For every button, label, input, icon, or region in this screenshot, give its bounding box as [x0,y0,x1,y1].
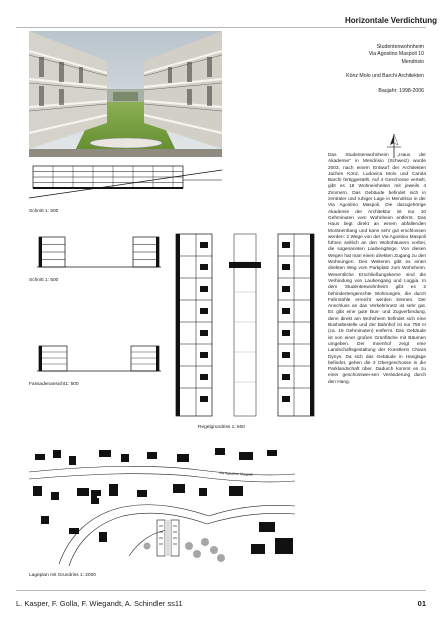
caption-section-2: Schnitt 1: 500 [29,278,59,283]
project-architects: Könz Molo und Barchi Architekten [346,73,424,80]
section-drawing-1 [29,158,222,206]
project-name: Studentenwohnheim [376,44,424,50]
caption-site-plan: Lageplan mit Grundriss 1: 2000 [29,573,96,578]
facade-drawing [37,343,161,373]
project-street: Via Agostino Maspoli 10 [368,51,424,58]
caption-facade: Fassadenansicht1: 500 [29,382,79,387]
section-title: Horizontale Verdichtung [345,16,438,25]
courtyard-photo [29,31,222,157]
spacer [346,66,424,73]
description-text: Das Studentenwohnheim „Haus der Akademie" in Mendrisio (Schweiz) wurde 2003, nach einem Entwurf der Architekten Jachen Könz, Ludovica Molo und Carola Barchi fertiggestellt. Auf 4 Geschosse verteilt, gibt es 18 Wohneinheiten mit jeweils 4 Zimmern. Das Gebäude befindet sich in zentraler und ruhiger Lage in Mendrisio in der Via Agostino Maspoli. Die dazugehörige Akademie der Architektur ist nur 10 Gehminuten vom Wohnheim entfernt. Das Haus liegt direkt an einem abfallenden Moränenhang und kann sehr gut erschlossen werden: 2 Wege von der Via Agostino Maspoli führen seitlich an den Wohnhäusern vorbei, die sogenannten Laubengänge. Von diesen Wegen hat man einen direkten Zugang zu den Wohnungen. Des Weiteren gibt es einen direkten Weg vom Parkplatz zum Wohnheim. Wesentliche Erschließungskerne sind die Verbindung von Laubengang und Loggia. In dem Studentenwohnheim gibt es 2 behindertengerechte Wohnungen, die durch Fahrstühle erreicht werden können. Der Anschluss an das Verkehrsnetz ist sehr gut. Es gibt eine gute Bus- und Zugverbindung, denn direkt am Wohnheim befindet sich eine Bushaltestelle und der Bahnhof ist nur 750 m (ca. 15 Gehminuten) entfernt. Das Gebäude ist von einer großen Grünfläche mit Bäumen umgeben. Der Innenhof zeigt eine Landschaftsgestaltung der Künstlerin Chiara Dynys. Da sich das Gebäude in Hanglage befindet, gehen die 3 Obergeschosse in die Parklandschaft über. Dadurch kommt es zu einer geschosswei-sen Veränderung durch den Hang. [328,153,426,385]
project-year: Baujahr: 1998-2006 [378,87,424,94]
project-city: Mendrisio [401,58,424,65]
floor-plan-drawing [174,232,316,418]
site-plan-drawing [29,446,295,566]
caption-section-1: Schnitt 1: 500 [29,209,59,214]
footer-rule [16,590,426,591]
caption-floor-plan: Regelgrundriss 1: 500 [198,425,245,430]
project-info [346,44,424,95]
header-rule [16,27,426,28]
page-number: 01 [417,599,426,608]
street-label: Via Agostino Maspoli [218,471,253,477]
section-drawing-2 [37,235,161,269]
footer-authors: L. Kasper, F. Golla, F. Wiegandt, A. Schindler ss11 [16,599,183,608]
spacer [346,81,424,88]
